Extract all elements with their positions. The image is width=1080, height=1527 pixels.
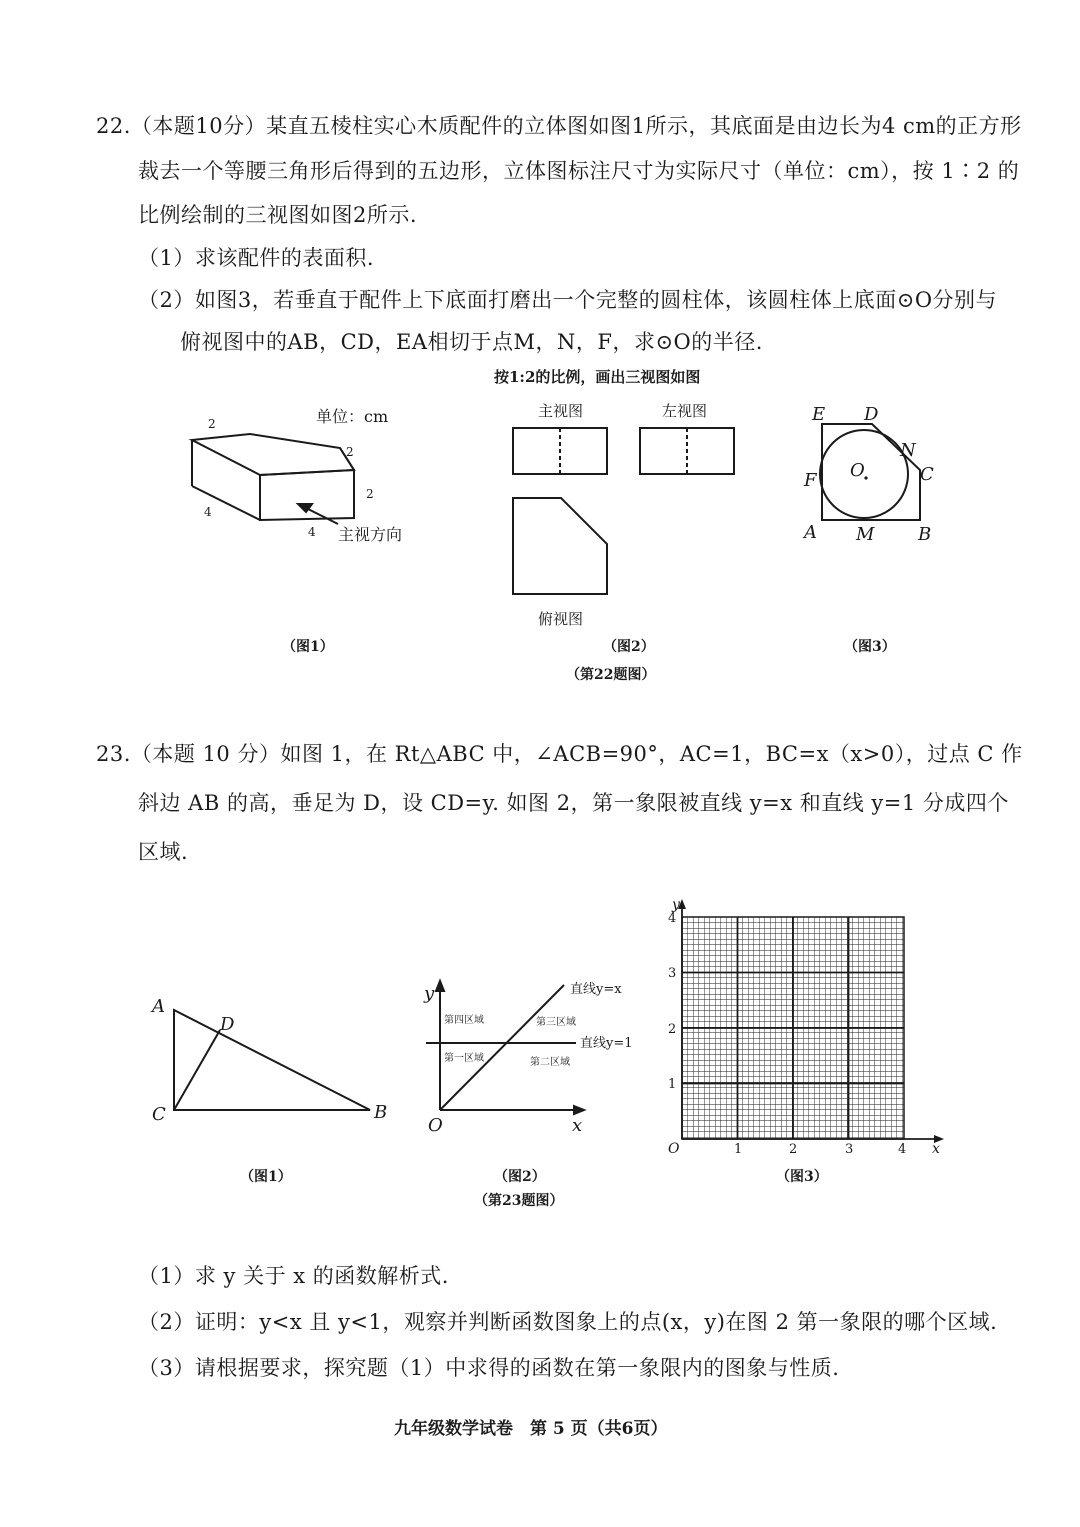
q23-sub1: （1）求 y 关于 x 的函数解析式.: [138, 1264, 449, 1288]
q23-line1: 23.（本题 10 分）如图 1，在 Rt△ABC 中，∠ACB=90°，AC=1，BC=x（x>0），过点 C 作: [96, 742, 1023, 766]
q22-fig1-dim-corner: 2: [346, 445, 354, 459]
q23-fig2-line-y1: 直线y=1: [580, 1036, 633, 1051]
q23-fig3-y-tick-2: 2: [668, 1022, 677, 1037]
q23-sub3: （3）请根据要求，探究题（1）中求得的函数在第一象限内的图象与性质.: [138, 1356, 840, 1380]
q23-fig2-line-yx: 直线y=x: [570, 982, 622, 997]
q23-fig2-region1: 第一区域: [444, 1053, 484, 1064]
q22-fig1-unit: 单位：cm: [316, 407, 389, 426]
q23-fig3-caption: （图3）: [776, 1169, 828, 1185]
q22-fig2-caption: （图2）: [603, 639, 655, 655]
q23-fig3-x-tick-2: 2: [789, 1142, 798, 1157]
q22-line3: 比例绘制的三视图如图2所示.: [138, 203, 418, 227]
q23-line2: 斜边 AB 的高，垂足为 D，设 CD=y. 如图 2，第一象限被直线 y=x 和直线 y=1 分成四个: [138, 791, 1009, 815]
q22-fig3-label-a: A: [804, 522, 817, 543]
q22-fig3-label-c: C: [920, 464, 934, 485]
q22-group-caption: （第22题图）: [566, 667, 656, 683]
q23-fig3-x-tick-3: 3: [845, 1142, 854, 1157]
q23-fig3-y-tick-4: 4: [668, 911, 677, 926]
q22-fig2-front-label: 主视图: [538, 402, 584, 420]
q23-sub2: （2）证明：y<x 且 y<1，观察并判断函数图象上的点(x，y)在图 2 第一象限的哪个区域.: [138, 1310, 998, 1334]
q23-fig3-x-axis: x: [932, 1141, 940, 1157]
q23-fig2-y-axis: y: [424, 983, 435, 1004]
q23-fig2-region4: 第四区域: [444, 1015, 484, 1026]
q23-fig2-caption: （图2）: [494, 1169, 546, 1185]
q22-sub2-line1: （2）如图3，若垂直于配件上下底面打磨出一个完整的圆柱体，该圆柱体上底面⊙O分别与: [138, 288, 998, 312]
q22-fig1-dim-top: 2: [208, 417, 216, 431]
q22-fig2-left-label: 左视图: [662, 402, 708, 420]
q22-fig3-label-o: O: [850, 460, 865, 481]
q23-fig1-label-b: B: [374, 1102, 388, 1123]
q22-fig2-top-label: 俯视图: [538, 610, 584, 628]
q23-fig1-label-a: A: [152, 996, 165, 1017]
q23-fig3-y-tick-1: 1: [668, 1077, 677, 1092]
q23-fig2-regions: [420, 975, 650, 1135]
q22-fig1-dim-height: 2: [366, 487, 374, 501]
q23-group-caption: （第23题图）: [474, 1193, 564, 1209]
q22-fig3-caption: （图3）: [844, 639, 896, 655]
q22-fig3-label-d: D: [864, 404, 879, 425]
q23-line3: 区域.: [138, 840, 189, 864]
q23-fig2-x-axis: x: [572, 1115, 583, 1136]
q22-fig1-dim-depth: 4: [204, 505, 212, 519]
q23-fig1-label-c: C: [152, 1104, 166, 1125]
q22-fig1-caption: （图1）: [282, 639, 334, 655]
q22-fig3-label-n: N: [900, 440, 916, 461]
q23-fig3-x-tick-1: 1: [734, 1142, 743, 1157]
q23-fig3-origin: O: [668, 1141, 680, 1157]
q22-fig3-label-b: B: [918, 524, 932, 545]
q23-fig1-caption: （图1）: [240, 1169, 292, 1185]
q23-fig3-y-tick-3: 3: [668, 966, 677, 981]
q23-fig2-origin: O: [428, 1115, 443, 1136]
q23-fig3-y-axis: y: [672, 897, 680, 913]
q22-fig3-label-m: M: [856, 524, 875, 545]
q22-sub1: （1）求该配件的表面积.: [138, 246, 375, 270]
q22-fig1-dim-length: 4: [308, 525, 316, 539]
q22-fig2-views: [505, 420, 745, 620]
q22-fig1-direction: 主视方向: [338, 525, 403, 544]
q22-line1: 22.（本题10分）某直五棱柱实心木质配件的立体图如图1所示，其底面是由边长为4 cm的正方形: [96, 114, 1022, 138]
q22-fig3-label-f: F: [804, 470, 817, 491]
q22-line2: 裁去一个等腰三角形后得到的五边形，立体图标注尺寸为实际尺寸（单位：cm），按 1∶2 的: [138, 159, 1020, 183]
q23-fig3-x-tick-4: 4: [898, 1142, 907, 1157]
q22-figure-header: 按1:2的比例，画出三视图如图: [494, 368, 701, 386]
q23-fig3-grid: [660, 895, 950, 1165]
q23-fig2-region3: 第三区域: [536, 1017, 576, 1028]
q22-fig3-circle-pentagon: [800, 400, 950, 550]
page-footer: 九年级数学试卷 第 5 页（共6页）: [394, 1419, 668, 1439]
q23-fig2-region2: 第二区域: [530, 1057, 570, 1068]
q23-fig1-triangle: [150, 990, 400, 1130]
q23-fig1-label-d: D: [220, 1014, 235, 1035]
q22-sub2-line2: 俯视图中的AB，CD，EA相切于点M，N，F，求⊙O的半径.: [180, 330, 763, 354]
q22-fig3-label-e: E: [812, 404, 826, 425]
